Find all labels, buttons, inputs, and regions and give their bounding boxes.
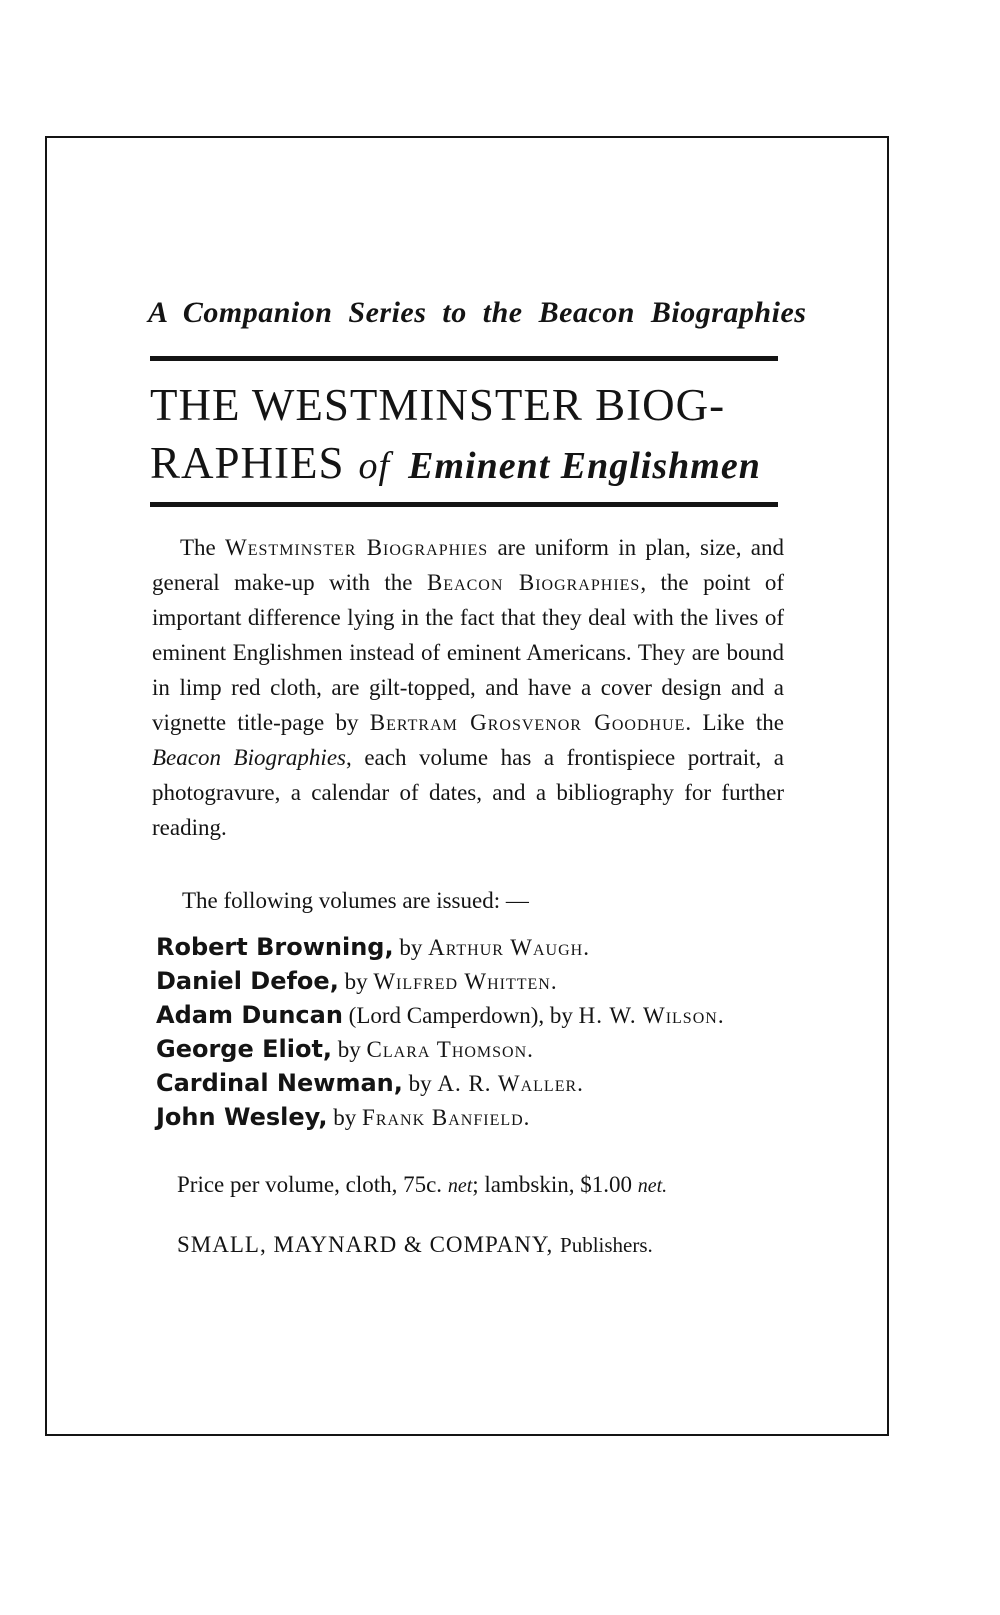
list-item [156,930,796,964]
price-net-1: net [447,1175,473,1197]
publisher-suffix: Publishers. [560,1233,653,1257]
desc-beacon-italic: Beacon Biographies [152,745,346,770]
series-tagline: A Companion Series to the Beacon Biographies [148,296,807,329]
volume-by: by [337,1037,361,1062]
volume-subject: Adam Duncan [156,1001,343,1029]
list-item [156,1066,796,1100]
volume-by: by [333,1105,357,1130]
desc-text-1: The [180,535,226,560]
series-description [152,530,784,845]
issued-label: The following volumes are issued: — [182,888,529,913]
volume-author: Arthur Waugh. [428,935,590,960]
volume-by: by [399,935,423,960]
volume-author: Wilfred Whitten. [373,969,558,994]
desc-beacon: Beacon Biographies [426,570,641,595]
volume-author: H. W. Wilson. [578,1003,725,1028]
publisher-name: SMALL, MAYNARD & COMPANY, [177,1232,554,1257]
list-item [156,998,796,1032]
volume-by: by [549,1003,573,1028]
price-net-2: net. [637,1175,668,1197]
list-item [156,1032,796,1066]
volume-note: (Lord Camperdown), [348,1003,545,1028]
desc-text-2: are uniform in plan, size, and general make-up with the [152,535,784,595]
list-item [156,964,796,998]
title-line-1: THE WESTMINSTER BIOG- [150,380,726,430]
title-of: of [358,445,391,487]
volume-by: by [408,1071,432,1096]
title-line-2 [150,434,790,495]
volume-subject: Cardinal Newman, [156,1069,403,1097]
price-line [177,1172,667,1198]
volume-author: Frank Banfield. [362,1105,531,1130]
page-title [150,376,790,495]
price-text-1: Price per volume, cloth, 75c. [177,1172,448,1197]
desc-goodhue: Bertram Grosvenor Goodhue [369,710,686,735]
volume-list [156,930,796,1134]
volume-by: by [344,969,368,994]
title-raphies: RAPHIES [150,438,345,488]
publisher-line [177,1232,653,1258]
volume-author: Clara Thomson. [366,1037,534,1062]
volume-author: A. R. Waller. [437,1071,584,1096]
list-item [156,1100,796,1134]
price-text-2: ; lambskin, $1.00 [472,1172,638,1197]
title-eminent-englishmen: Eminent Englishmen [408,445,761,487]
volume-subject: Robert Browning, [156,933,394,961]
desc-text-3: , the point of important difference lying in the fact that they deal with the lives of eminent Englishmen instead of eminent Americans. They are bound in limp red cloth, are gilt-topped, and have a cover design and a vignette title-page by [152,570,784,735]
desc-text-4: . Like the [685,710,784,735]
desc-westminster: Westminster Biographies [225,535,489,560]
volume-subject: George Eliot, [156,1035,333,1063]
desc-text-5: , each volume has a frontispiece portrait, a photogravure, a calendar of dates, and a bibliography for further reading. [152,745,785,840]
top-rule [150,356,778,361]
volume-subject: Daniel Defoe, [156,967,339,995]
volume-subject: John Wesley, [156,1103,328,1131]
bottom-rule [150,502,778,507]
